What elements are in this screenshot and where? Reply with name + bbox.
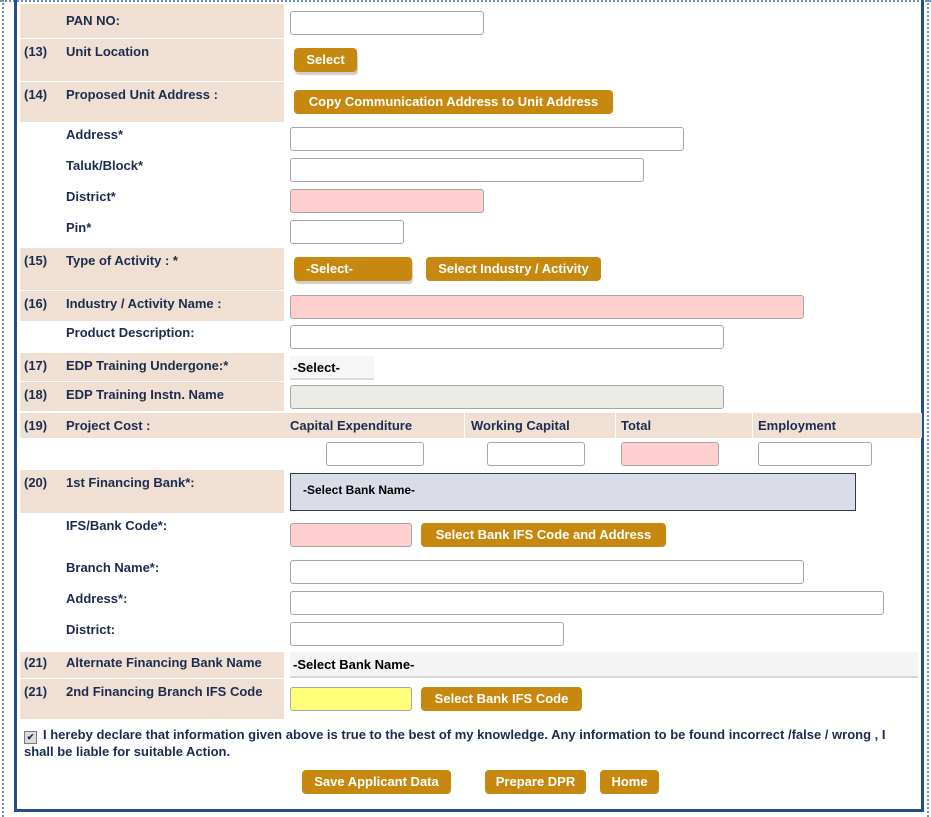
- capital-expenditure-header: Capital Expenditure: [290, 418, 413, 433]
- label-bg-13: [20, 39, 284, 81]
- industry-name-input[interactable]: [290, 295, 804, 319]
- row-20-number: (20): [24, 475, 48, 490]
- pin-label: Pin*: [66, 220, 92, 235]
- alternate-bank-label: Alternate Financing Bank Name: [66, 655, 262, 670]
- project-cost-label: Project Cost :: [66, 418, 151, 433]
- ifs-code-input[interactable]: [290, 523, 412, 547]
- district-input[interactable]: [290, 189, 484, 213]
- product-description-label: Product Description:: [66, 325, 195, 340]
- activity-type-select-value: -Select-: [306, 261, 353, 276]
- col-sep-1: [464, 413, 465, 438]
- taluk-input[interactable]: [290, 158, 644, 182]
- edp-training-select[interactable]: [290, 356, 374, 380]
- unit-location-label: Unit Location: [66, 44, 150, 59]
- edp-training-select-value: -Select-: [293, 360, 340, 375]
- proposed-address-label: Proposed Unit Address :: [66, 87, 218, 102]
- bank-address-label: Address*:: [66, 591, 128, 606]
- taluk-label: Taluk/Block*: [66, 158, 144, 173]
- select-second-ifs-button[interactable]: Select Bank IFS Code: [421, 687, 582, 711]
- prepare-dpr-button[interactable]: Prepare DPR: [485, 770, 586, 794]
- financing-bank-select-value: -Select Bank Name-: [303, 483, 416, 497]
- unit-location-select-button[interactable]: Select: [294, 48, 357, 72]
- row-17-number: (17): [24, 358, 48, 373]
- ifs-code-label: IFS/Bank Code*:: [66, 518, 168, 533]
- employment-header: Employment: [758, 418, 837, 433]
- bank-district-input[interactable]: [290, 622, 564, 646]
- label-bg-pan: [20, 4, 284, 38]
- declaration: [24, 727, 914, 759]
- second-bank-ifs-label: 2nd Financing Branch IFS Code: [66, 684, 263, 699]
- industry-name-label: Industry / Activity Name :: [66, 296, 222, 311]
- select-industry-button[interactable]: Select Industry / Activity: [426, 257, 601, 281]
- row-21-alt-number: (21): [24, 655, 48, 670]
- row-16-number: (16): [24, 296, 48, 311]
- bank-district-label: District:: [66, 622, 116, 637]
- row-21-second-number: (21): [24, 684, 48, 699]
- product-description-input[interactable]: [290, 325, 724, 349]
- working-capital-header: Working Capital: [471, 418, 570, 433]
- left-border: [2, 0, 4, 817]
- row-19-number: (19): [24, 418, 48, 433]
- financing-bank-select[interactable]: [290, 473, 856, 511]
- row-15-number: (15): [24, 253, 48, 268]
- activity-type-select[interactable]: [294, 257, 412, 281]
- declaration-text: I hereby declare that information given above is true to the best of my knowledge. Any information to be found incorrect /false / wrong , I shall be liable for suitable Action.: [24, 727, 886, 759]
- pan-label: PAN NO:: [66, 13, 120, 28]
- address-input[interactable]: [290, 127, 684, 151]
- declaration-checkbox[interactable]: ✔: [24, 731, 37, 744]
- financing-bank-label: 1st Financing Bank*:: [66, 475, 195, 490]
- copy-address-button[interactable]: Copy Communication Address to Unit Address: [294, 90, 613, 114]
- branch-name-input[interactable]: [290, 560, 804, 584]
- alternate-bank-select[interactable]: [290, 652, 918, 678]
- pan-input[interactable]: [290, 11, 484, 35]
- employment-input[interactable]: [758, 442, 872, 466]
- capital-expenditure-input[interactable]: [326, 442, 424, 466]
- edp-training-label: EDP Training Undergone:*: [66, 358, 229, 373]
- branch-name-label: Branch Name*:: [66, 560, 160, 575]
- working-capital-input[interactable]: [487, 442, 585, 466]
- alternate-bank-select-value: -Select Bank Name-: [293, 657, 415, 672]
- row-18-number: (18): [24, 387, 48, 402]
- district-label: District*: [66, 189, 116, 204]
- row-13-number: (13): [24, 44, 48, 59]
- edp-institution-label: EDP Training Instn. Name: [66, 387, 224, 402]
- total-input: [621, 442, 719, 466]
- address-label: Address*: [66, 127, 124, 142]
- pin-input[interactable]: [290, 220, 404, 244]
- bank-address-input[interactable]: [290, 591, 884, 615]
- total-header: Total: [621, 418, 652, 433]
- home-button[interactable]: Home: [600, 770, 659, 794]
- second-bank-ifs-input[interactable]: [290, 687, 412, 711]
- row-14-number: (14): [24, 87, 48, 102]
- right-border: [927, 0, 929, 817]
- select-ifs-address-button[interactable]: Select Bank IFS Code and Address: [421, 523, 666, 547]
- col-sep-2: [615, 413, 616, 438]
- edp-institution-input: [290, 385, 724, 409]
- activity-type-label: Type of Activity : *: [66, 253, 178, 268]
- save-applicant-button[interactable]: Save Applicant Data: [302, 770, 451, 794]
- col-sep-3: [752, 413, 753, 438]
